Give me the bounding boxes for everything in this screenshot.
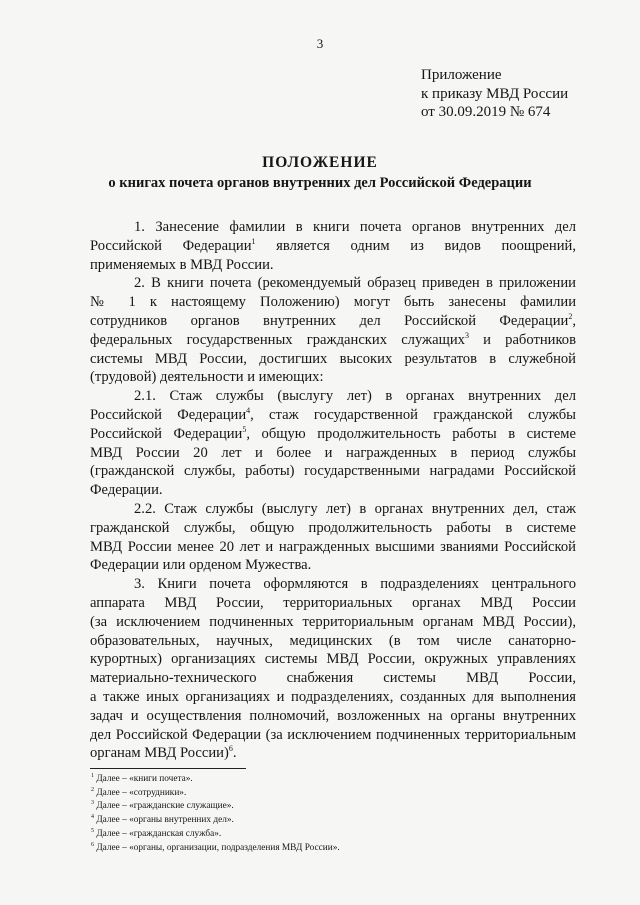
text-run: органам МВД России)	[90, 745, 229, 762]
text-line	[90, 256, 576, 275]
footnote-text: Далее – «гражданские служащие».	[94, 801, 234, 812]
footnotes	[91, 773, 340, 855]
text-line	[90, 707, 576, 726]
text-run: федеральных государственных гражданских служащих	[90, 331, 465, 348]
text-line	[90, 538, 576, 557]
footnote	[91, 814, 340, 828]
text-run: , стаж государственной гражданской службы	[250, 406, 576, 423]
text-line	[90, 425, 576, 444]
text-run: 1. Занесение фамилии в книги почета органов внутренних дел	[134, 219, 576, 235]
text-line	[90, 237, 576, 256]
paragraph-1	[90, 218, 576, 274]
text-run: образовательных, научных, медицинских (в том числе санаторно-	[90, 632, 576, 649]
text-line	[90, 613, 576, 632]
text-run: 2.2. Стаж службы (выслугу лет) в органах внутренних дел, стаж	[134, 500, 576, 517]
footnote	[91, 787, 340, 801]
footnote-text: Далее – «гражданская служба».	[94, 828, 222, 839]
text-line	[90, 726, 576, 745]
text-line	[90, 350, 576, 369]
footnote-ref: 6	[228, 744, 233, 754]
text-line	[90, 387, 576, 406]
page-number: 3	[316, 36, 324, 51]
text-line	[90, 331, 576, 350]
text-run: № 1 к настоящему Положению) могут быть занесены фамилии	[90, 294, 576, 311]
text-line	[90, 500, 576, 519]
footnote-ref: 1	[251, 236, 256, 246]
text-run: Федерации или орденом Мужества.	[90, 557, 312, 574]
document-title: ПОЛОЖЕНИЕ	[262, 154, 378, 171]
text-line	[90, 218, 576, 237]
text-line	[90, 462, 576, 481]
footnote-number: 3	[91, 800, 94, 807]
footnote-ref: 2	[568, 311, 573, 321]
text-run: 2. В книги почета (рекомендуемый образец приведен в приложении	[134, 275, 576, 292]
text-line	[90, 274, 576, 293]
paragraph-2-2	[90, 500, 576, 575]
text-run: 2.1. Стаж службы (выслугу лет) в органах внутренних дел	[134, 388, 576, 405]
footnote-divider	[90, 768, 246, 769]
footnote-ref: 3	[464, 330, 469, 340]
text-run: Федерации.	[90, 482, 163, 499]
text-line	[90, 594, 576, 613]
text-run: курортных) организациях системы МВД России, окружных управлениях	[90, 651, 576, 668]
footnote-number: 4	[91, 814, 94, 821]
text-run: дел Российской Федерации (за исключением подчиненных территориальным	[90, 726, 576, 743]
text-line	[90, 406, 576, 425]
text-line	[90, 556, 576, 575]
footnote-number: 2	[91, 786, 94, 793]
text-line	[90, 650, 576, 669]
footnote-ref: 4	[246, 405, 251, 415]
footnote-number: 5	[91, 827, 94, 834]
text-line	[90, 575, 576, 594]
text-line	[90, 444, 576, 463]
appendix-line: Приложение	[421, 67, 502, 83]
paragraph-2-1	[90, 387, 576, 500]
text-run: (трудовой) деятельности и имеющих:	[90, 369, 324, 386]
text-run: системы МВД России, достигших высоких результатов в служебной	[90, 350, 576, 367]
text-line	[90, 632, 576, 651]
text-line	[90, 368, 576, 387]
appendix-line: от 30.09.2019 № 674	[421, 104, 551, 120]
text-run: ,	[572, 312, 576, 329]
footnote	[91, 842, 340, 856]
document-subtitle: о книгах почета органов внутренних дел Российской Федерации	[108, 175, 532, 191]
document-title-block	[0, 153, 640, 193]
text-run: (гражданской службы, работы) государственными наградами Российской	[90, 463, 576, 480]
text-line	[90, 481, 576, 500]
footnote-number: 1	[91, 773, 94, 779]
text-run: и работников	[468, 331, 576, 348]
text-run: , общую продолжительность работы в системе	[246, 425, 576, 442]
text-run: Российской Федерации	[90, 425, 243, 442]
paragraph-2	[90, 274, 576, 387]
text-run: МВД России менее 20 лет и награжденных высшими званиями Российской	[90, 538, 576, 555]
appendix-line: к приказу МВД России	[421, 85, 569, 102]
footnote	[91, 773, 340, 787]
text-run: МВД России 20 лет и более и награжденных в период службы	[90, 444, 576, 461]
text-run: (за исключением подчиненных территориальным органам МВД России),	[90, 613, 576, 630]
footnote-ref: 5	[242, 424, 247, 434]
footnote	[91, 828, 340, 842]
text-run: Российской Федерации	[90, 406, 247, 423]
text-line	[90, 293, 576, 312]
text-line	[90, 744, 576, 763]
text-line	[90, 669, 576, 688]
text-run: материально-технического снабжения системы МВД России,	[90, 670, 576, 687]
text-line	[90, 688, 576, 707]
footnote-text: Далее – «органы внутренних дел».	[94, 815, 234, 826]
text-run: аппарата МВД России, территориальных органах МВД России	[90, 594, 576, 611]
text-run: сотрудников органов внутренних дел Российской Федерации	[90, 312, 569, 329]
footnote-text: Далее – «книги почета».	[94, 774, 193, 784]
text-run: применяемых в МВД России.	[90, 256, 274, 273]
footnote-number: 6	[91, 841, 94, 848]
paragraph-3	[90, 575, 576, 763]
footnote-text: Далее – «органы, организации, подразделения МВД России».	[94, 842, 340, 853]
text-run: 3. Книги почета оформляются в подразделениях центрального	[134, 576, 576, 593]
document-body	[90, 218, 576, 763]
text-run: а также иных организациях и подразделениях, созданных для выполнения	[90, 688, 576, 705]
text-line	[90, 312, 576, 331]
text-run: является одним из видов поощрений,	[255, 237, 576, 254]
footnote-text: Далее – «сотрудники».	[94, 787, 187, 798]
text-run: .	[232, 745, 237, 762]
appendix-header	[421, 66, 568, 122]
text-run: задач и осуществления полномочий, возложенных на органы внутренних	[90, 707, 576, 724]
footnote	[91, 800, 340, 814]
text-run: Российской Федерации	[90, 237, 252, 254]
text-run: гражданской службы, общую продолжительность работы в системе	[90, 519, 576, 536]
text-line	[90, 519, 576, 538]
